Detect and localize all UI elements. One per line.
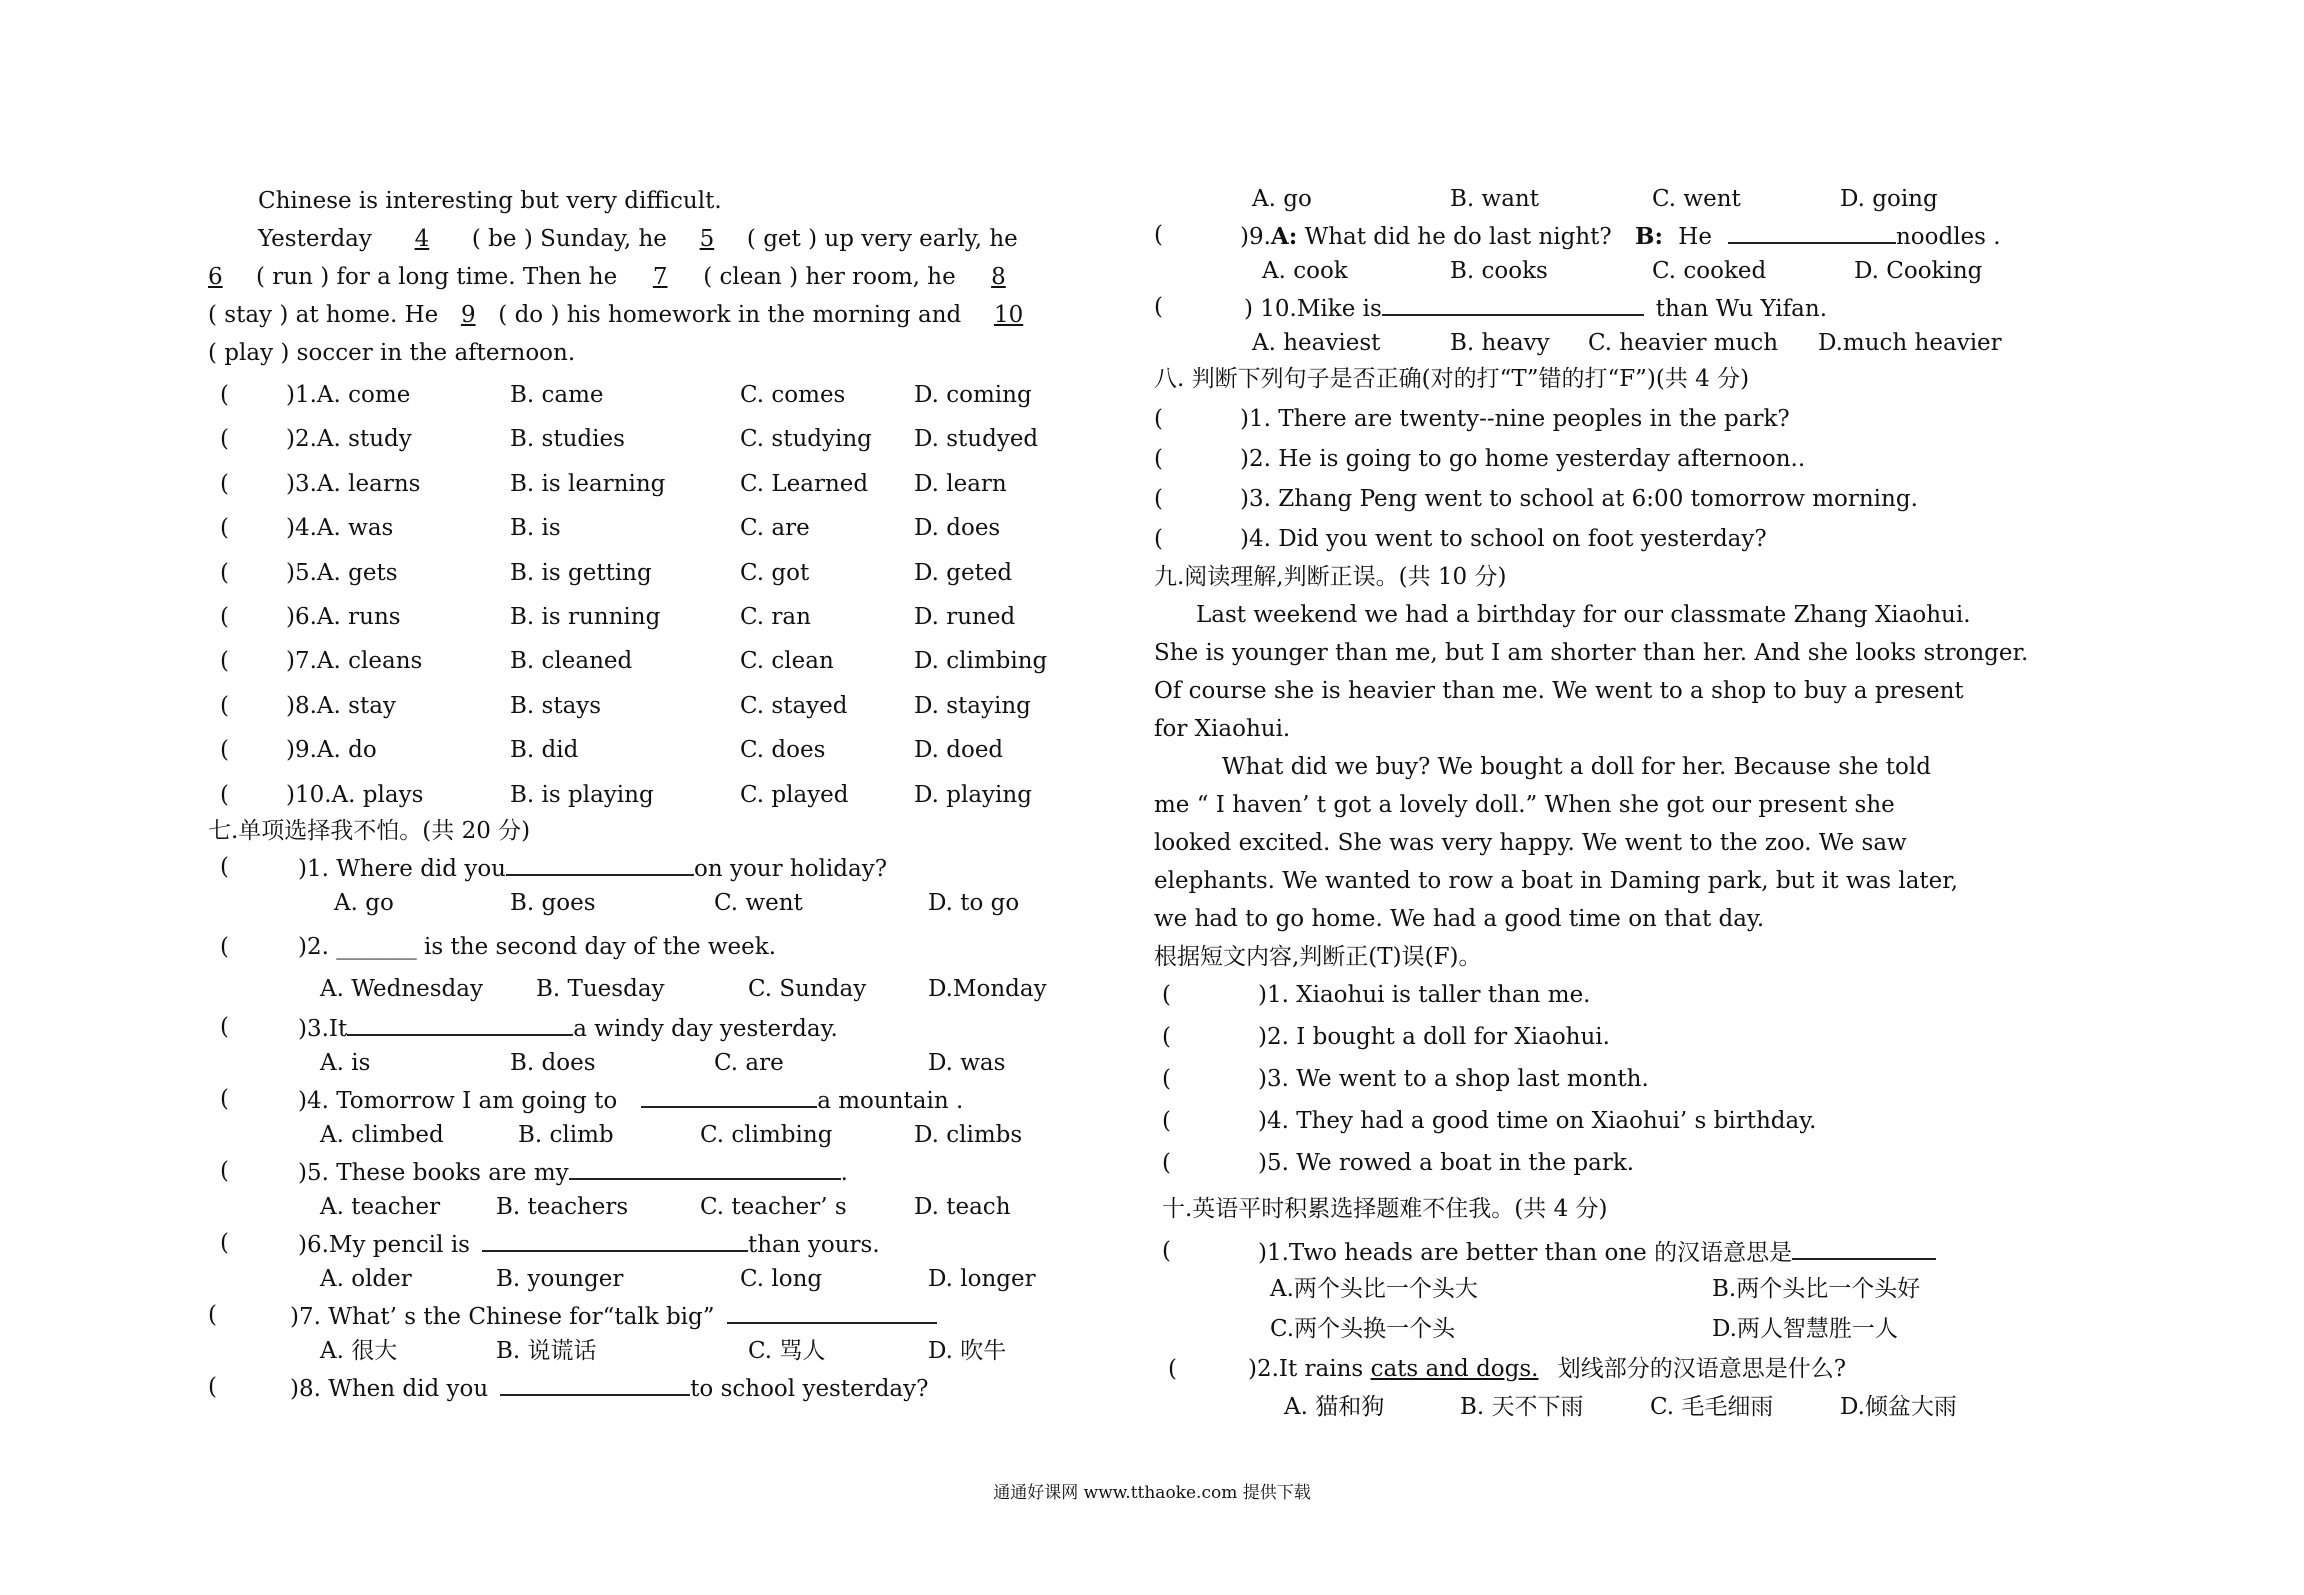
option-b[interactable]: B. stays bbox=[510, 692, 602, 719]
question-stem: )8.A. stay bbox=[286, 692, 396, 719]
option-c[interactable]: C.两个头换一个头 bbox=[1270, 1316, 1456, 1342]
answer-paren[interactable]: ( bbox=[1154, 486, 1163, 512]
option-c[interactable]: C. teacher’ s bbox=[700, 1194, 847, 1220]
answer-paren[interactable]: ( bbox=[220, 470, 229, 497]
blank-10: 10 bbox=[993, 302, 1024, 328]
answer-blank[interactable] bbox=[569, 1156, 841, 1180]
option-c[interactable]: C. are bbox=[714, 1050, 784, 1076]
reading-line: me “ I haven’ t got a lovely doll.” When she got our present she bbox=[1154, 792, 1895, 818]
option-b[interactable]: B. came bbox=[510, 382, 604, 408]
question-1: )1. Where did you on your holiday? bbox=[298, 852, 887, 884]
option-b[interactable]: B. is bbox=[510, 515, 561, 542]
answer-blank[interactable] bbox=[347, 1012, 573, 1036]
question-stem: )4.A. was bbox=[286, 515, 394, 542]
option-a[interactable]: A. go bbox=[334, 890, 394, 916]
option-b[interactable]: B. 说谎话 bbox=[496, 1338, 597, 1364]
option-d[interactable]: D. Cooking bbox=[1854, 258, 1983, 284]
part10-question-1: )1.Two heads are better than one 的汉语意思是 bbox=[1258, 1236, 1936, 1268]
section-title: 九.阅读理解,判断正误。(共 10 分) bbox=[1154, 564, 1507, 590]
answer-paren[interactable]: ( bbox=[220, 781, 229, 808]
reading-line: looked excited. She was very happy. We went to the zoo. We saw bbox=[1154, 830, 1907, 856]
option-c[interactable]: C. heavier much bbox=[1588, 330, 1779, 356]
answer-blank[interactable] bbox=[1792, 1236, 1936, 1260]
option-c[interactable]: C. climbing bbox=[700, 1122, 833, 1148]
section-title: 十.英语平时积累选择题难不住我。(共 4 分) bbox=[1162, 1196, 1608, 1222]
judgement-statement: )3. Zhang Peng went to school at 6:00 tomorrow morning. bbox=[1240, 486, 1918, 512]
reading-line: elephants. We wanted to row a boat in Daming park, but it was later, bbox=[1154, 868, 1959, 894]
option-c[interactable]: C. 骂人 bbox=[748, 1338, 826, 1364]
answer-paren[interactable]: ( bbox=[1162, 1108, 1171, 1134]
answer-paren[interactable]: ( bbox=[220, 426, 229, 453]
option-a[interactable]: A. is bbox=[320, 1050, 371, 1076]
answer-paren[interactable]: ( bbox=[1162, 1238, 1171, 1264]
option-b[interactable]: B. cleaned bbox=[510, 648, 633, 675]
option-d[interactable]: D. runed bbox=[914, 604, 1016, 630]
option-c[interactable]: C. went bbox=[1652, 186, 1741, 212]
question-6: )6.My pencil is than yours. bbox=[298, 1228, 880, 1260]
option-d[interactable]: D. staying bbox=[914, 692, 1031, 719]
option-b[interactable]: B. goes bbox=[510, 890, 596, 916]
answer-blank[interactable] bbox=[727, 1300, 937, 1324]
option-b[interactable]: B. 天不下雨 bbox=[1460, 1394, 1584, 1420]
answer-paren[interactable]: ( bbox=[1162, 982, 1171, 1008]
answer-paren[interactable]: ( bbox=[208, 1302, 217, 1328]
option-d[interactable]: D.Monday bbox=[928, 976, 1047, 1002]
passage-line: Yesterday 4 ( be ) Sunday, he 5 ( get ) up very early, he bbox=[258, 226, 1018, 252]
answer-blank[interactable] bbox=[641, 1084, 817, 1108]
reading-statement: )3. We went to a shop last month. bbox=[1258, 1066, 1649, 1092]
answer-paren[interactable]: ( bbox=[220, 515, 229, 542]
option-c[interactable]: C. comes bbox=[740, 382, 846, 408]
reading-statement: )5. We rowed a boat in the park. bbox=[1258, 1150, 1635, 1176]
option-b[interactable]: B. heavy bbox=[1450, 330, 1550, 356]
option-a[interactable]: A. teacher bbox=[320, 1194, 441, 1220]
question-stem: )3.A. learns bbox=[286, 470, 421, 497]
question-stem: )10.A. plays bbox=[286, 781, 424, 808]
option-d[interactable]: D. does bbox=[914, 515, 1001, 542]
option-d[interactable]: D. climbs bbox=[914, 1122, 1023, 1148]
option-c[interactable]: C. went bbox=[714, 890, 803, 916]
option-c[interactable]: C. Learned bbox=[740, 470, 869, 497]
question-stem: )2.A. study bbox=[286, 426, 412, 453]
passage-line: 6 ( run ) for a long time. Then he 7 ( clean ) her room, he 8 bbox=[208, 264, 1006, 290]
question-3: )3.It a windy day yesterday. bbox=[298, 1012, 838, 1044]
option-d[interactable]: D. to go bbox=[928, 890, 1020, 916]
option-d[interactable]: D. 吹牛 bbox=[928, 1338, 1007, 1364]
option-d[interactable]: D. doed bbox=[914, 737, 1004, 764]
answer-paren[interactable]: ( bbox=[208, 1374, 217, 1400]
option-b[interactable]: B. younger bbox=[496, 1266, 624, 1292]
answer-blank[interactable] bbox=[1728, 220, 1896, 244]
answer-paren[interactable]: ( bbox=[220, 1230, 229, 1256]
option-a[interactable]: A. Wednesday bbox=[320, 976, 483, 1002]
option-c[interactable]: C. does bbox=[740, 737, 826, 764]
answer-blank[interactable] bbox=[500, 1372, 690, 1396]
reading-line: for Xiaohui. bbox=[1154, 716, 1291, 742]
judgement-statement: )2. He is going to go home yesterday afternoon.. bbox=[1240, 446, 1806, 472]
option-d[interactable]: D. longer bbox=[928, 1266, 1036, 1292]
answer-paren[interactable]: ( bbox=[1154, 526, 1163, 552]
reading-line: Of course she is heavier than me. We went to a shop to buy a present bbox=[1154, 678, 1964, 704]
option-b[interactable]: B. want bbox=[1450, 186, 1539, 212]
option-b[interactable]: B. climb bbox=[518, 1122, 614, 1148]
option-d[interactable]: D.much heavier bbox=[1818, 330, 2002, 356]
blank-7: 7 bbox=[652, 264, 668, 290]
answer-paren[interactable]: ( bbox=[1168, 1356, 1177, 1382]
option-d[interactable]: D.两人智慧胜一人 bbox=[1712, 1316, 1898, 1342]
option-a[interactable]: A. 猫和狗 bbox=[1284, 1394, 1385, 1420]
option-b[interactable]: B. Tuesday bbox=[536, 976, 665, 1002]
question-stem: )5.A. gets bbox=[286, 559, 398, 586]
answer-paren[interactable]: ( bbox=[1162, 1024, 1171, 1050]
option-c[interactable]: C. studying bbox=[740, 426, 872, 453]
question-stem: )1.A. come bbox=[286, 382, 411, 408]
answer-blank[interactable] bbox=[506, 852, 694, 876]
option-b[interactable]: B. does bbox=[510, 1050, 596, 1076]
answer-paren[interactable]: ( bbox=[220, 854, 229, 880]
passage-line: ( stay ) at home. He 9 ( do ) his homework in the morning and 10 bbox=[208, 302, 1024, 328]
option-a[interactable]: A.两个头比一个头大 bbox=[1270, 1276, 1478, 1302]
option-d[interactable]: D.倾盆大雨 bbox=[1840, 1394, 1957, 1420]
option-c[interactable]: C. cooked bbox=[1652, 258, 1767, 284]
answer-paren[interactable]: ( bbox=[220, 1014, 229, 1040]
option-d[interactable]: D. learn bbox=[914, 470, 1007, 497]
page-footer: 通通好课网 www.tthaoke.com 提供下载 bbox=[993, 1483, 1311, 1503]
question-stem: )6.A. runs bbox=[286, 604, 401, 630]
option-c[interactable]: C. ran bbox=[740, 604, 811, 630]
option-b[interactable]: B. cooks bbox=[1450, 258, 1548, 284]
answer-paren[interactable]: ( bbox=[220, 1086, 229, 1112]
question-10: ) 10.Mike is than Wu Yifan. bbox=[1244, 292, 1827, 324]
reading-statement: )1. Xiaohui is taller than me. bbox=[1258, 982, 1591, 1008]
part10-question-2: )2.It rains cats and dogs. 划线部分的汉语意思是什么? bbox=[1248, 1356, 1847, 1382]
judgement-statement: )1. There are twenty--nine peoples in the park? bbox=[1240, 406, 1790, 432]
answer-paren[interactable]: ( bbox=[1154, 446, 1163, 472]
answer-blank[interactable] bbox=[1382, 292, 1644, 316]
blank-4: 4 bbox=[414, 226, 430, 252]
passage-line: ( play ) soccer in the afternoon. bbox=[208, 340, 576, 366]
question-stem: )7.A. cleans bbox=[286, 648, 423, 675]
judgement-statement: )4. Did you went to school on foot yesterday? bbox=[1240, 526, 1767, 552]
section-title: 七.单项选择我不怕。(共 20 分) bbox=[208, 818, 531, 844]
question-9: )9.A: What did he do last night? B: He noodles . bbox=[1240, 220, 2001, 252]
answer-paren[interactable]: ( bbox=[1162, 1150, 1171, 1176]
answer-paren[interactable]: ( bbox=[220, 737, 229, 764]
option-a[interactable]: A. heaviest bbox=[1252, 330, 1381, 356]
option-c[interactable]: C. played bbox=[740, 781, 849, 808]
answer-paren[interactable]: ( bbox=[220, 692, 229, 719]
reading-line: we had to go home. We had a good time on that day. bbox=[1154, 906, 1765, 932]
reading-line: What did we buy? We bought a doll for her. Because she told bbox=[1222, 754, 1931, 780]
question-8: )8. When did you to school yesterday? bbox=[290, 1372, 928, 1404]
question-4: )4. Tomorrow I am going to a mountain . bbox=[298, 1084, 963, 1116]
answer-paren[interactable]: ( bbox=[220, 559, 229, 586]
option-a[interactable]: A. 很大 bbox=[320, 1338, 398, 1364]
option-c[interactable]: C. are bbox=[740, 515, 810, 542]
blank-8: 8 bbox=[991, 264, 1006, 290]
reading-instruction: 根据短文内容,判断正(T)误(F)。 bbox=[1154, 944, 1482, 970]
option-d[interactable]: D. going bbox=[1840, 186, 1938, 212]
option-c[interactable]: C. got bbox=[740, 559, 810, 586]
option-a[interactable]: A. older bbox=[320, 1266, 412, 1292]
option-b[interactable]: B. is running bbox=[510, 604, 661, 630]
option-d[interactable]: D. playing bbox=[914, 781, 1032, 808]
passage-line: Chinese is interesting but very difficult. bbox=[258, 188, 722, 214]
option-c[interactable]: C. long bbox=[740, 1266, 823, 1292]
option-b[interactable]: B. is getting bbox=[510, 559, 652, 586]
option-c[interactable]: C. 毛毛细雨 bbox=[1650, 1394, 1774, 1420]
option-a[interactable]: A. go bbox=[1252, 186, 1312, 212]
answer-paren[interactable]: ( bbox=[220, 1158, 229, 1184]
option-a[interactable]: A. cook bbox=[1262, 258, 1348, 284]
question-7: )7. What’ s the Chinese for“talk big” bbox=[290, 1300, 937, 1332]
blank-5: 5 bbox=[699, 226, 715, 252]
answer-blank[interactable] bbox=[482, 1228, 748, 1252]
reading-statement: )4. They had a good time on Xiaohui’ s birthday. bbox=[1258, 1108, 1817, 1134]
answer-paren[interactable]: ( bbox=[1154, 406, 1163, 432]
answer-paren[interactable]: ( bbox=[1154, 294, 1163, 320]
blank-9: 9 bbox=[460, 302, 476, 328]
option-b[interactable]: B. is playing bbox=[510, 781, 654, 808]
answer-paren[interactable]: ( bbox=[1162, 1066, 1171, 1092]
option-d[interactable]: D. teach bbox=[914, 1194, 1011, 1220]
option-b[interactable]: B. studies bbox=[510, 426, 625, 453]
answer-paren[interactable]: ( bbox=[220, 934, 229, 960]
option-b[interactable]: B. is learning bbox=[510, 470, 666, 497]
reading-line: She is younger than me, but I am shorter than her. And she looks stronger. bbox=[1154, 640, 2029, 666]
section-title: 八. 判断下列句子是否正确(对的打“T”错的打“F”)(共 4 分) bbox=[1154, 366, 1750, 392]
option-d[interactable]: D. coming bbox=[914, 382, 1032, 408]
option-c[interactable]: C. clean bbox=[740, 648, 834, 675]
question-stem: )9.A. do bbox=[286, 737, 377, 764]
option-d[interactable]: D. geted bbox=[914, 559, 1013, 586]
answer-paren[interactable]: ( bbox=[1154, 222, 1163, 248]
reading-statement: )2. I bought a doll for Xiaohui. bbox=[1258, 1024, 1610, 1050]
question-2: )2. _______ is the second day of the week. bbox=[298, 934, 777, 960]
answer-paren[interactable]: ( bbox=[220, 382, 229, 408]
blank-6: 6 bbox=[208, 264, 223, 290]
option-d[interactable]: D. was bbox=[928, 1050, 1006, 1076]
question-5: )5. These books are my . bbox=[298, 1156, 848, 1188]
answer-paren[interactable]: ( bbox=[220, 648, 229, 675]
option-a[interactable]: A. climbed bbox=[320, 1122, 444, 1148]
reading-line: Last weekend we had a birthday for our classmate Zhang Xiaohui. bbox=[1196, 602, 1971, 628]
option-b[interactable]: B. teachers bbox=[496, 1194, 629, 1220]
option-d[interactable]: D. climbing bbox=[914, 648, 1048, 675]
option-b[interactable]: B. did bbox=[510, 737, 579, 764]
answer-paren[interactable]: ( bbox=[220, 604, 229, 630]
option-b[interactable]: B.两个头比一个头好 bbox=[1712, 1276, 1921, 1302]
option-d[interactable]: D. studyed bbox=[914, 426, 1039, 453]
option-c[interactable]: C. stayed bbox=[740, 692, 848, 719]
option-c[interactable]: C. Sunday bbox=[748, 976, 867, 1002]
